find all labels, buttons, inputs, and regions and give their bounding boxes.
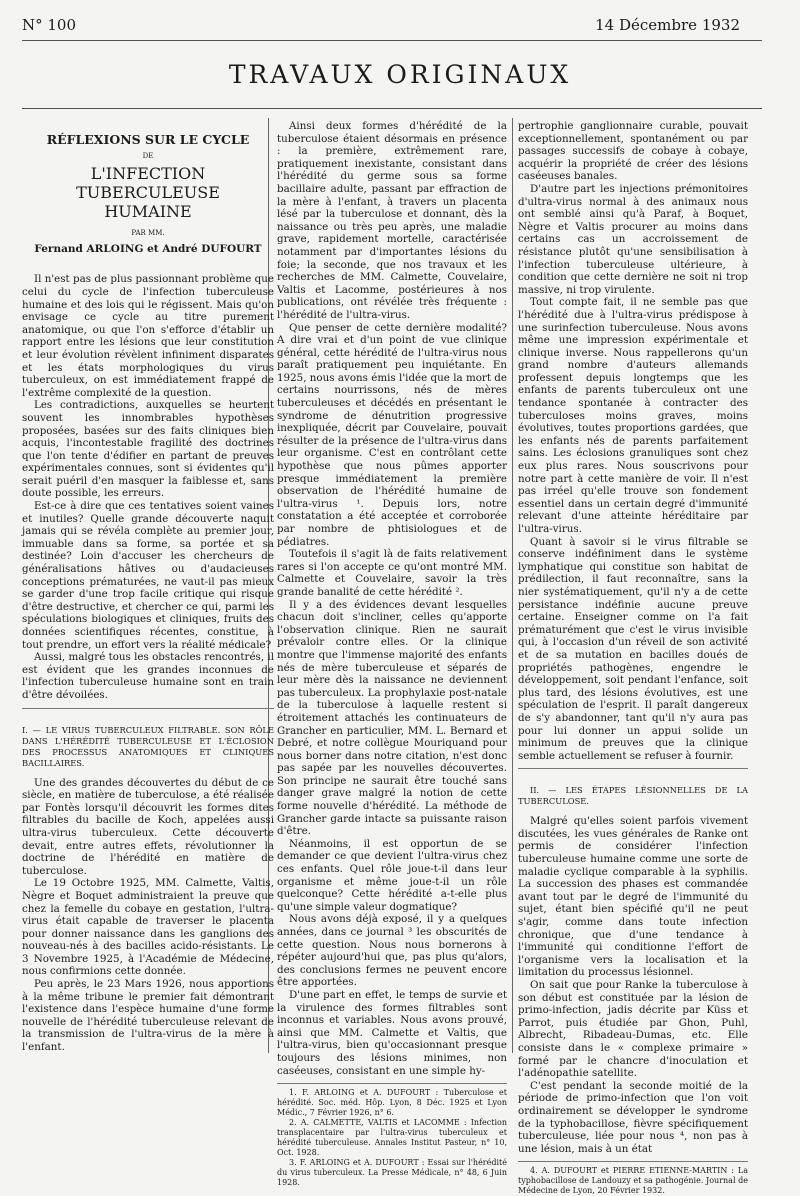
paragraph: Les contradictions, auxquelles se heurtent souvent les innombrables hypothèses proposées, basées sur des faits cliniques bien acquis, l'incontestable fragilité des doctrines que l'on tente d'édifier en partant de preuves expérimentales connues, sont si évidentes qu'il serait puéril d'en masquer la faiblesse et, sans doute possible, les erreurs.	[22, 399, 274, 500]
header-rule	[22, 40, 762, 41]
paragraph: Tout compte fait, il ne semble pas que l'hérédité due à l'ultra-virus prédispose à une surinfection tuberculeuse. Nous avons même une impression expérimentale et clinique inverse. Nous rappellerons qu'un grand nombre d'auteurs allemands professent depuis longtemps que les enfants de parents tuberculeux ont une tendance spontanée à contracter des tuberculoses moins graves, moins évolutives, toutes proportions gardées, que les enfants nés de parents parfaitement sains. Les éclosions granuliques sont chez eux plus rares. Nous souscrivons pour notre part à cette manière de voir. Il n'est pas irréel qu'elle trouve son fondement essentiel dans un certain degré d'immunité relevant d'une atteinte héréditaire par l'ultra-virus.	[518, 296, 748, 535]
article-title-line1: RÉFLEXIONS SUR LE CYCLE	[46, 132, 250, 147]
footnote: 4. A. DUFOURT et PIERRE ETIENNE-MARTIN : La typhobacillose de Landouzy et sa pathogénie. Journal de Médecine de Lyon, 20 Février 1932.	[518, 1166, 748, 1196]
paragraph: Ainsi deux formes d'hérédité de la tuberculose étaient désormais en présence : la première, extrêmement rare, pratiquement inexistante, consistant dans l'hérédité du germe sous sa forme bacillaire adulte, passant par effraction de la mère à l'enfant, à travers un placenta lésé par la tuberculose et donnant, dès la naissance ou très peu après, une maladie grave, rapidement mortelle, caractérisée notamment par d'importantes lésions du foie; la seconde, que nos travaux et les recherches de MM. Calmette, Couvelaire, Valtis et Lacomme, postérieures à nos publications, ont révélée très fréquente : l'hérédité de l'ultra-virus.	[277, 120, 507, 321]
paragraph: Il n'est pas de plus passionnant problème que celui du cycle de l'infection tuberculeuse humaine et des lois qui le régissent. Mais qu'on envisage ce cycle au titre purement anatomique, ou que l'on s'efforce d'établir un rapport entre les lésions que leur constitution et leur évolution révèlent infiniment disparates et les états morphologiques du virus tuberculeux, on est immédiatement frappé de l'extrême complexité de la question.	[22, 273, 274, 399]
section-divider	[22, 708, 274, 709]
footnote-rule	[277, 1083, 507, 1084]
article-title-de: DE	[142, 151, 154, 160]
byline-par: PAR MM.	[131, 229, 165, 238]
page-number: N° 100	[22, 16, 77, 34]
paragraph: Néanmoins, il est opportun de se demander ce que devient l'ultra-virus chez ces enfants. Quel rôle joue-t-il dans leur organisme et même joue-t-il un rôle quelconque? Cette hérédité a-t-elle plus qu'une simple valeur dogmatique?	[277, 837, 507, 913]
column-2	[277, 120, 507, 1188]
article-title-line3: HUMAINE	[104, 202, 192, 222]
title-rule	[22, 108, 762, 109]
footnote: 2. A. CALMETTE, VALTIS et LACOMME : Infection transplacentaire par l'ultra-virus tuberculeux et hérédité tuberculeuse. Annales Institut Pasteur, n° 10, Oct. 1928.	[277, 1118, 507, 1158]
paragraph: Une des grandes découvertes du début de ce siècle, en matière de tuberculose, a été réalisée par Fontès lorsqu'il découvrit les formes dites filtrables du bacille de Koch, appelées aussi ultra-virus tuberculeux. Cette découverte devait, entre autres effets, révolutionner la doctrine de l'hérédité en matière de tuberculose.	[22, 776, 274, 877]
paragraph: Malgré qu'elles soient parfois vivement discutées, les vues générales de Ranke ont permis de considérer l'infection tuberculeuse humaine comme une sorte de maladie cyclique comparable à la syphilis. La succession des phases est commandée avant tout par le degré de l'immunité du sujet, étant bien spécifié qu'il ne peut s'agir, comme dans toute infection chronique, que d'une tendance à l'immunité qui conditionne l'effort de l'organisme vers la localisation et la limitation du processus lésionnel.	[518, 815, 748, 979]
paragraph: On sait que pour Ranke la tuberculose à son début est constituée par la lésion de primo-infection, jadis décrite par Küss et Parrot, puis étudiée par Ghon, Puhl, Albrecht, Ribadeau-Dumas, etc. Elle consiste dans le « complexe primaire » formé par le chancre d'inoculation et l'adénopathie satellite.	[518, 979, 748, 1080]
footnote-rule	[518, 1161, 748, 1162]
paragraph: Il y a des évidences devant lesquelles chacun doit s'incliner, celles qu'apporte l'observation clinique. Rien ne saurait prévaloir contre elles. Or la clinique montre que l'immense majorité des enfants nés de mère tuberculeuse et séparés de leur mère dès la naissance ne deviennent pas tuberculeux. La prophylaxie post-natale de la tuberculose à laquelle restent si étroitement attachés les continuateurs de Grancher en particulier, MM. L. Bernard et Debré, et notre collègue Mouriquand pour nous borner dans notre citation, n'est donc pas sapée par les nouvelles découvertes. Son principe ne saurait être touché sans danger grave malgré la notion de cette forme nouvelle d'hérédité. La méthode de Grancher garde intacte sa puissante raison d'être.	[277, 598, 507, 838]
paragraph: Que penser de cette dernière modalité? A dire vrai et d'un point de vue clinique général, cette hérédité de l'ultra-virus nous paraît pratiquement peu inquiétante. En 1925, nous avons émis l'idée que la mort de certains nourrissons, nés de mères tuberculeuses et décédés en présentant le syndrome de dénutrition progressive inexpliquée, décrit par Couvelaire, pouvait résulter de la présence de l'ultra-virus dans leur organisme. C'est en contrôlant cette hypothèse que nous pûmes apporter presque immédiatement la première observation de l'hérédité humaine de l'ultra-virus ¹. Depuis lors, notre constatation a été acceptée et corroborée par nombre de phtisiologues et de pédiatres.	[277, 321, 507, 548]
article-title-line2: L'INFECTION TUBERCULEUSE	[76, 164, 220, 203]
paragraph: Toutefois il s'agit là de faits relativement rares si l'on accepte ce qu'ont montré MM. Calmette et Couvelaire, savoir la très grande banalité de cette hérédité ².	[277, 548, 507, 598]
running-header	[22, 16, 740, 36]
paragraph: Aussi, malgré tous les obstacles rencontrés, il est évident que les grandes inconnues de l'infection tuberculeuse humaine sont en train d'être dévoilées.	[22, 651, 274, 701]
column-separator	[512, 118, 513, 1053]
section-heading: II. — LES ÉTAPES LÉSIONNELLES DE LA TUBERCULOSE.	[518, 785, 748, 807]
paragraph: pertrophie ganglionnaire curable, pouvait exceptionnellement, spontanément ou par passages successifs de cobaye à cobaye, acquérir la propriété de créer des lésions caséeuses banales.	[518, 120, 748, 183]
paragraph: D'une part en effet, le temps de survie et la virulence des formes filtrables sont inconnus et variables. Nous avons prouvé, ainsi que MM. Calmette et Valtis, que l'ultra-virus, bien qu'occasionnant presque toujours des lésions minimes, non caséeuses, consistant en une simple hy-	[277, 988, 507, 1077]
footnote: 3. F. ARLOING et A. DUFOURT : Essai sur l'hérédité du virus tuberculeux. La Presse Médicale, n° 48, 6 Juin 1928.	[277, 1158, 507, 1188]
paragraph: Quant à savoir si le virus filtrable se conserve indéfiniment dans le système lymphatique qui constitue son habitat de prédilection, il faut reconnaître, sans la nier systématiquement, qu'il n'y a de cette persistance indéfinie aucune preuve certaine. Enseigner comme on l'a fait prématurément que c'est le virus invisible qui, à l'occasion d'un réveil de son activité et de sa mutation en bacilles doués de propriétés pathogènes, engendre le développement, soit pendant l'enfance, soit plus tard, des lésions évolutives, est une spéculation de l'esprit. Il paraît dangereux de s'y abandonner, tant qu'il n'y aura pas pour lui donner un appui solide un minimum de preuves que la clinique semble actuellement se refuser à fournir.	[518, 535, 748, 762]
paragraph: C'est pendant la seconde moitié de la période de primo-infection que l'on voit ordinairement se développer le syndrome de la typhobacillose, fièvre spécifiquement tuberculeuse, liée pour nous ⁴, non pas à une lésion, mais à un état	[518, 1079, 748, 1155]
section-heading: I. — LE VIRUS TUBERCULEUX FILTRABLE. SON RÔLE DANS L'HÉRÉDITÉ TUBERCULEUSE ET L'ÉCLOSION DES PROCESSUS ANATOMIQUES ET CLINIQUES BACILLAIRES.	[22, 724, 274, 768]
issue-date: 14 Décembre 1932	[595, 16, 740, 34]
section-divider	[518, 768, 748, 769]
column-1	[22, 120, 274, 1054]
column-3	[518, 120, 748, 1196]
paragraph: Le 19 Octobre 1925, MM. Calmette, Valtis, Nègre et Boquet administraient la preuve que chez la femelle du cobaye en gestation, l'ultra-virus était capable de traverser le placenta pour donner naissance dans les ganglions des nouveau-nés à des bacilles acido-résistants. Le 3 Novembre 1925, à l'Académie de Médecine, nous confirmions cette donnée.	[22, 877, 274, 978]
paragraph: Est-ce à dire que ces tentatives soient vaines et inutiles? Quelle grande découverte naquit jamais qui se révéla complète au premier jour, immuable dans sa forme, sa portée et sa destinée? Loin d'accuser les chercheurs de généralisations hâtives ou d'audacieuses conceptions prématurées, ne vaut-il pas mieux se garder d'une trop facile critique qui risque d'être destructive, et chercher ce qui, parmi les spéculations biologiques et cliniques, fruits des données scientifiques récentes, constitue, à tout prendre, un effort vers la réalité médicale?	[22, 500, 274, 651]
paragraph: Peu après, le 23 Mars 1926, nous apportions à la même tribune le premier fait démontrant l'existence dans l'espèce humaine d'une forme nouvelle de l'hérédité tuberculeuse relevant de la transmission de l'ultra-virus de la mère à l'enfant.	[22, 978, 274, 1054]
section-title: TRAVAUX ORIGINAUX	[228, 60, 572, 89]
paragraph: D'autre part les injections prémonitoires d'ultra-virus normal à des animaux nous ont semblé ainsi qu'à Paraf, à Boquet, Nègre et Valtis procurer au moins dans certains cas un accroissement de résistance plutôt qu'une sensibilisation à l'infection tuberculeuse ultérieure, à condition que cette dernière ne soit ni trop massive, ni trop virulente.	[518, 182, 748, 296]
paragraph: Nous avons déjà exposé, il y a quelques années, dans ce journal ³ les obscurités de cette question. Nous nous bornerons à répéter aujourd'hui que, pas plus qu'alors, des conclusions fermes ne peuvent encore être apportées.	[277, 913, 507, 989]
footnote: 1. F. ARLOING et A. DUFOURT : Tuberculose et hérédité. Soc. méd. Hôp. Lyon, 8 Déc. 1925 et Lyon Médic., 7 Février 1926, n° 6.	[277, 1088, 507, 1118]
authors: Fernand ARLOING et André DUFOURT	[34, 242, 262, 255]
